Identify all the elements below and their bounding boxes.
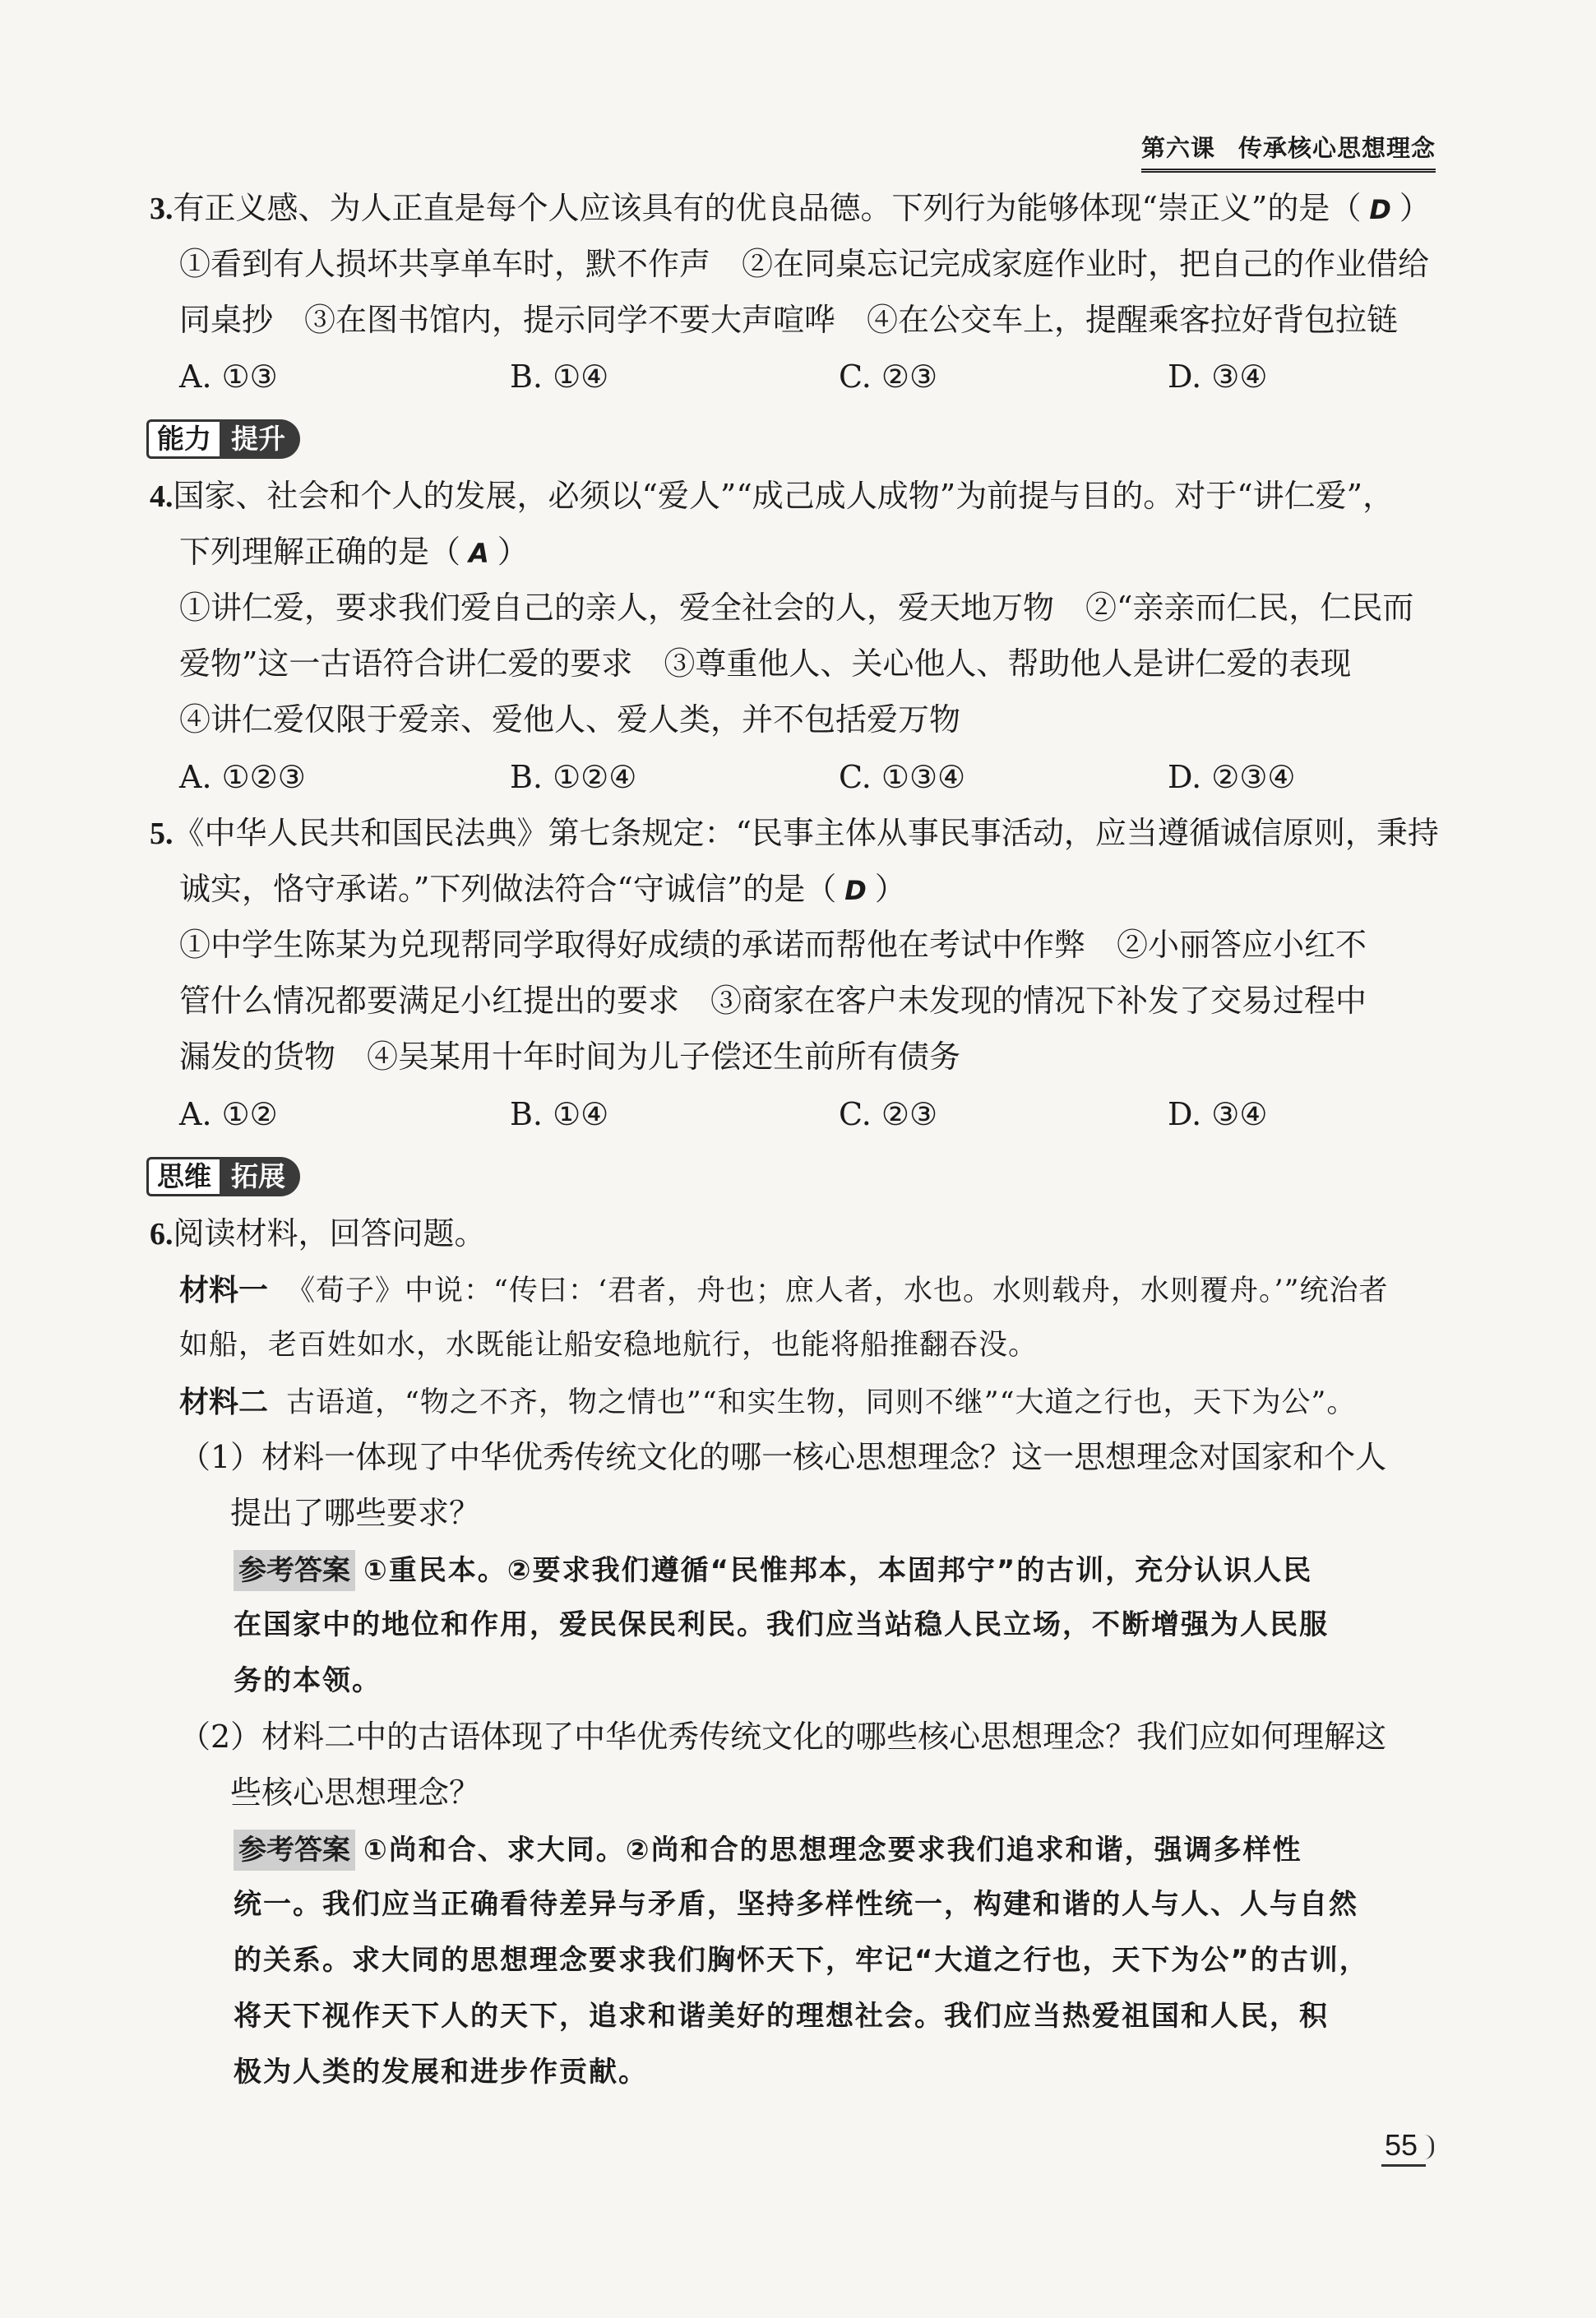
question-text: 有正义感、为人正直是每个人应该具有的优良品德。下列行为能够体现“崇正义”的是（: [173, 190, 1362, 226]
answer-text: ①尚和合、求大同。②尚和合的思想理念要求我们追求和谐，强调多样性: [363, 1834, 1302, 1867]
q4-option-c: C. ①③④: [839, 759, 966, 795]
running-header: [1141, 130, 1436, 173]
q5-stem: [150, 812, 1439, 854]
question-number: 4.: [150, 479, 173, 514]
bracket-close: ）: [497, 534, 529, 570]
sub-question-1-line2: 提出了哪些要求？: [230, 1495, 481, 1531]
q4-line4: 爱物”这一古语符合讲仁爱的要求 ③尊重他人、关心他人、帮助他人是讲仁爱的表现: [179, 645, 1352, 682]
material-one-line2: 如船，老百姓如水，水既能让船安稳地航行，也能将船推翻吞没。: [179, 1329, 1039, 1362]
question-number: 3.: [150, 192, 173, 226]
answer-1-line3: 务的本领。: [234, 1664, 382, 1697]
bracket-close: ）: [874, 871, 906, 907]
answer-2-line5: 极为人类的发展和进步作贡献。: [234, 2056, 648, 2089]
material-two: [179, 1381, 1356, 1423]
lesson-title: 传承核心思想理念: [1237, 134, 1436, 162]
sub-question-2: （2）材料二中的古语体现了中华优秀传统文化的哪些核心思想理念？我们应如何理解这: [179, 1719, 1387, 1755]
q3-option-a: A. ①③: [179, 359, 278, 395]
q4-option-d: D. ②③④: [1168, 759, 1296, 795]
answer-2-line4: 将天下视作天下人的天下，追求和谐美好的理想社会。我们应当热爱祖国和人民，积: [234, 2000, 1329, 2033]
q3-option-b: B. ①④: [510, 359, 609, 395]
q5-option-d: D. ③④: [1168, 1096, 1268, 1132]
q4-option-b: B. ①②④: [510, 759, 637, 795]
q3-stem: [150, 187, 1431, 230]
section-thinking-expand: [146, 1157, 300, 1196]
q4-line3: ①讲仁爱，要求我们爱自己的亲人，爱全社会的人，爱天地万物 ②“亲亲而仁民，仁民而: [179, 590, 1414, 626]
handwritten-answer: D: [844, 875, 867, 906]
section-label-b: 拓展: [220, 1157, 300, 1196]
answer-2-line3: 的关系。求大同的思想理念要求我们胸怀天下，牢记“大道之行也，天下为公”的古训，: [234, 1944, 1369, 1977]
q3-option-d: D. ③④: [1168, 359, 1268, 395]
sub-question-1: （1）材料一体现了中华优秀传统文化的哪一核心思想理念？这一思想理念对国家和个人: [179, 1439, 1387, 1475]
question-text: 诚实，恪守承诺。”下列做法符合“守诚信”的是（: [179, 871, 837, 907]
q3-option-c: C. ②③: [839, 359, 938, 395]
q4-line5: ④讲仁爱仅限于爱亲、爱他人、爱人类，并不包括爱万物: [179, 701, 961, 738]
q5-option-b: B. ①④: [510, 1096, 609, 1132]
question-text: 阅读材料，回答问题。: [173, 1215, 486, 1252]
q5-option-c: C. ②③: [839, 1096, 938, 1132]
bracket-close: ）: [1399, 190, 1431, 226]
q4-stem: [150, 475, 1394, 517]
section-label-b: 提升: [220, 419, 300, 459]
material-label: 材料二: [179, 1386, 269, 1419]
question-number: 5.: [150, 817, 173, 851]
q5-line3: ①中学生陈某为兑现帮同学取得好成绩的承诺而帮他在考试中作弊 ②小丽答应小红不: [179, 927, 1367, 963]
question-text: 国家、社会和个人的发展，必须以“爱人”“成己成人成物”为前提与目的。对于“讲仁爱”，: [173, 478, 1395, 514]
q5-option-a: A. ①②: [179, 1096, 278, 1132]
question-text: 《中华人民共和国民法典》第七条规定：“民事主体从事民事活动，应当遵循诚信原则，秉持: [173, 815, 1439, 851]
q6-stem: [150, 1213, 486, 1255]
answer-text: ①重民本。②要求我们遵循“民惟邦本，本固邦宁”的古训，充分认识人民: [363, 1554, 1313, 1587]
question-text: 下列理解正确的是（: [179, 534, 461, 570]
q5-line2: [179, 868, 906, 911]
lesson-number: 第六课: [1140, 134, 1215, 162]
sub-question-2-line2: 些核心思想理念？: [230, 1774, 481, 1811]
answer-1-line1: [234, 1548, 1312, 1591]
reference-answer-tag: 参考答案: [234, 1830, 355, 1871]
q5-line5: 漏发的货物 ④吴某用十年时间为儿子偿还生前所有债务: [179, 1039, 961, 1075]
page-corner-curl: [1420, 2135, 1434, 2159]
q4-line2: [179, 531, 529, 574]
material-one: [179, 1269, 1389, 1312]
material-text: 《荀子》中说：“传曰：‘君者，舟也；庶人者，水也。水则载舟，水则覆舟。’”统治者: [286, 1275, 1389, 1307]
q3-line2: ①看到有人损坏共享单车时，默不作声 ②在同桌忘记完成家庭作业时，把自己的作业借给: [179, 246, 1430, 282]
material-text: 古语道，“物之不齐，物之情也”“和实生物，同则不继”“大道之行也，天下为公”。: [286, 1386, 1357, 1419]
section-label-a: 思维: [146, 1157, 220, 1196]
q4-option-a: A. ①②③: [179, 759, 306, 795]
answer-2-line2: 统一。我们应当正确看待差异与矛盾，坚持多样性统一，构建和谐的人与人、人与自然: [234, 1888, 1358, 1921]
question-number: 6.: [150, 1217, 173, 1252]
q3-line3: 同桌抄 ③在图书馆内，提示同学不要大声喧哗 ④在公交车上，提醒乘客拉好背包拉链: [179, 302, 1399, 338]
material-label: 材料一: [179, 1274, 269, 1307]
answer-1-line2: 在国家中的地位和作用，爱民保民利民。我们应当站稳人民立场，不断增强为人民服: [234, 1608, 1329, 1641]
section-ability-improve: [146, 419, 300, 459]
handwritten-answer: D: [1369, 194, 1391, 225]
q5-line4: 管什么情况都要满足小红提出的要求 ③商家在客户未发现的情况下补发了交易过程中: [179, 983, 1367, 1019]
section-label-a: 能力: [146, 419, 220, 459]
answer-2-line1: [234, 1828, 1302, 1871]
page-number: 55: [1381, 2128, 1426, 2167]
handwritten-answer: A: [469, 538, 489, 569]
reference-answer-tag: 参考答案: [234, 1550, 355, 1591]
